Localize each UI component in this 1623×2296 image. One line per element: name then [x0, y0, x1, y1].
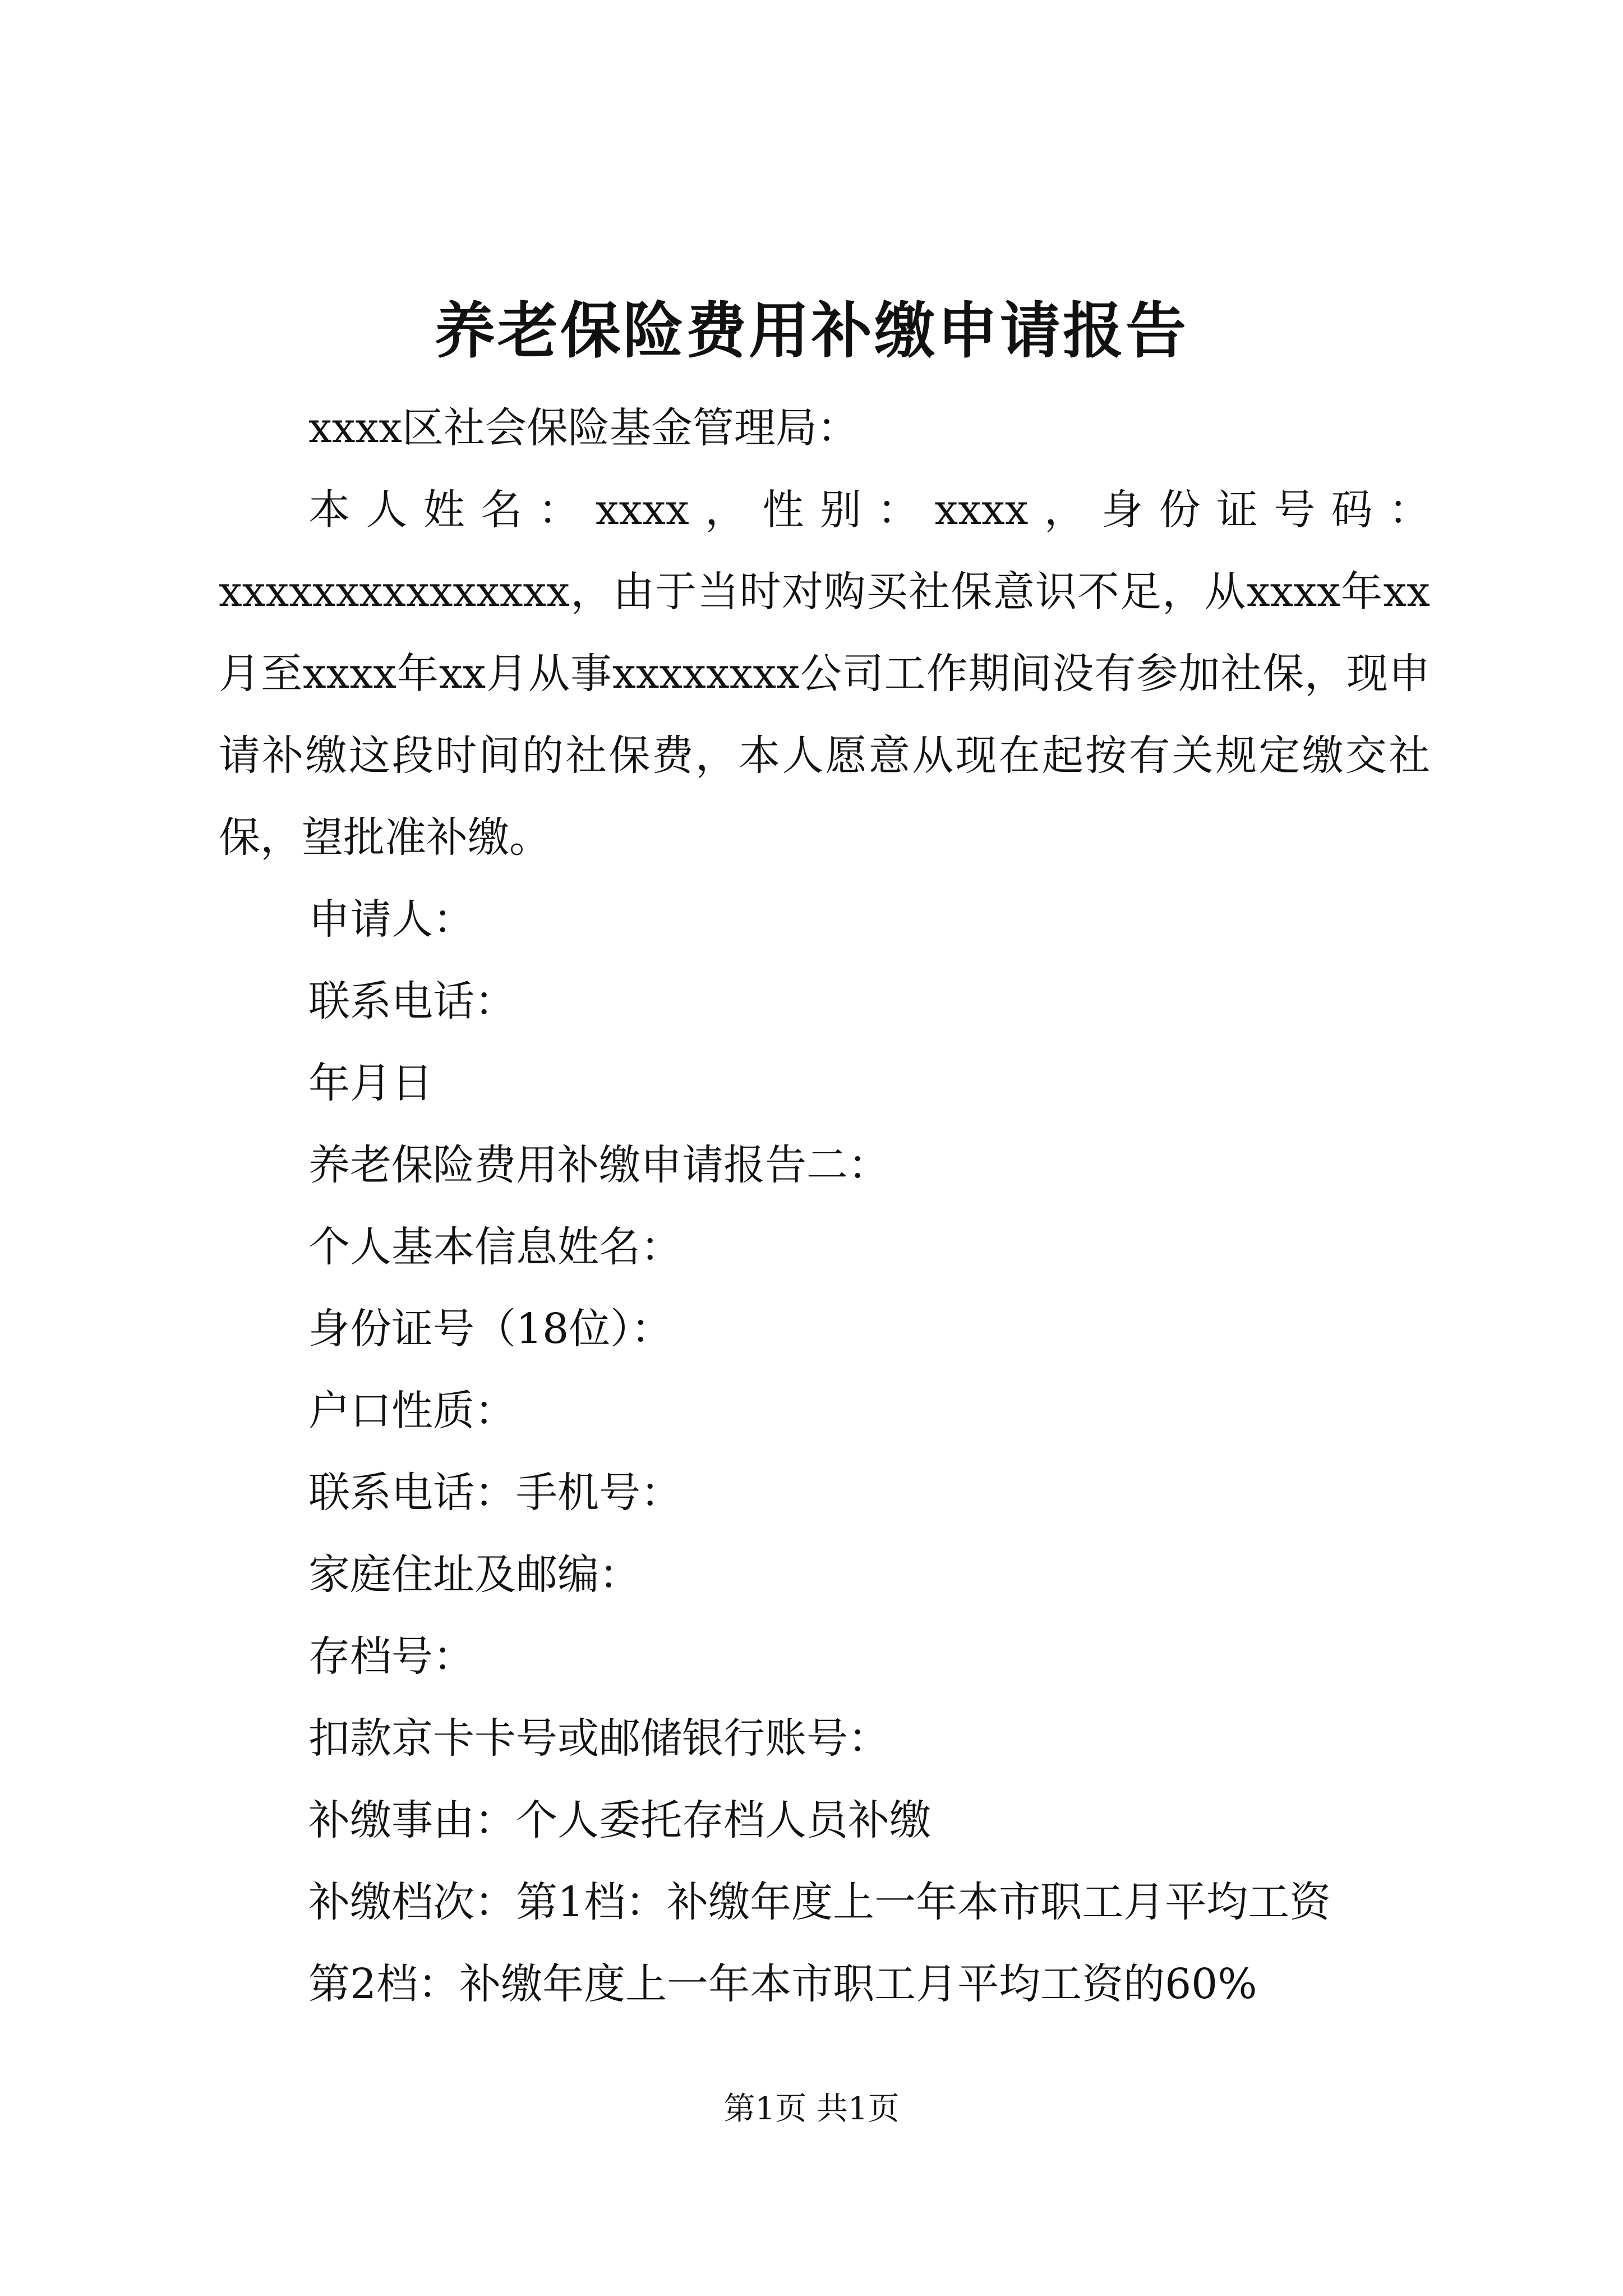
- bank-account-line: 扣款京卡卡号或邮储银行账号：: [308, 1714, 889, 1763]
- reason-line: 补缴事由：个人委托存档人员补缴: [308, 1796, 931, 1844]
- salutation: xxxx区社会保险基金管理局：: [308, 404, 859, 452]
- phone-line: 联系电话：: [308, 977, 516, 1025]
- archive-number-line: 存档号：: [308, 1632, 474, 1681]
- id-number-line: 身份证号（18位）：: [308, 1305, 673, 1353]
- name-line: 个人基本信息姓名：: [308, 1223, 682, 1271]
- applicant-line: 申请人：: [308, 895, 474, 944]
- address-line: 家庭住址及邮编：: [308, 1550, 640, 1599]
- household-type-line: 户口性质：: [308, 1387, 516, 1435]
- tier-line-1: 补缴档次：第1档：补缴年度上一年本市职工月平均工资: [308, 1878, 1331, 1926]
- date-line: 年月日: [308, 1059, 433, 1107]
- document-body: [219, 387, 1430, 2025]
- document-title: 养老保险费用补缴申请报告: [434, 296, 1188, 366]
- tier-line-2: 第2档：补缴年度上一年本市职工月平均工资的60%: [308, 1960, 1257, 2008]
- second-report-heading: 养老保险费用补缴申请报告二：: [308, 1141, 889, 1189]
- page-footer: 第1页 共1页: [723, 2091, 900, 2127]
- contact-phone-line: 联系电话：手机号：: [308, 1469, 682, 1517]
- paragraph-application: 本人姓名：xxxx，性别：xxxx，身份证号码：xxxxxxxxxxxxxxx，由于当时对购买社保意识不足，从xxxx年xx月至xxxx年xx月从事xxxxxxxx公司工作期间没有参加社保，现申请补缴这段时间的社保费，本人愿意从现在起按有关规定缴交社保，望批准补缴。: [219, 486, 1430, 862]
